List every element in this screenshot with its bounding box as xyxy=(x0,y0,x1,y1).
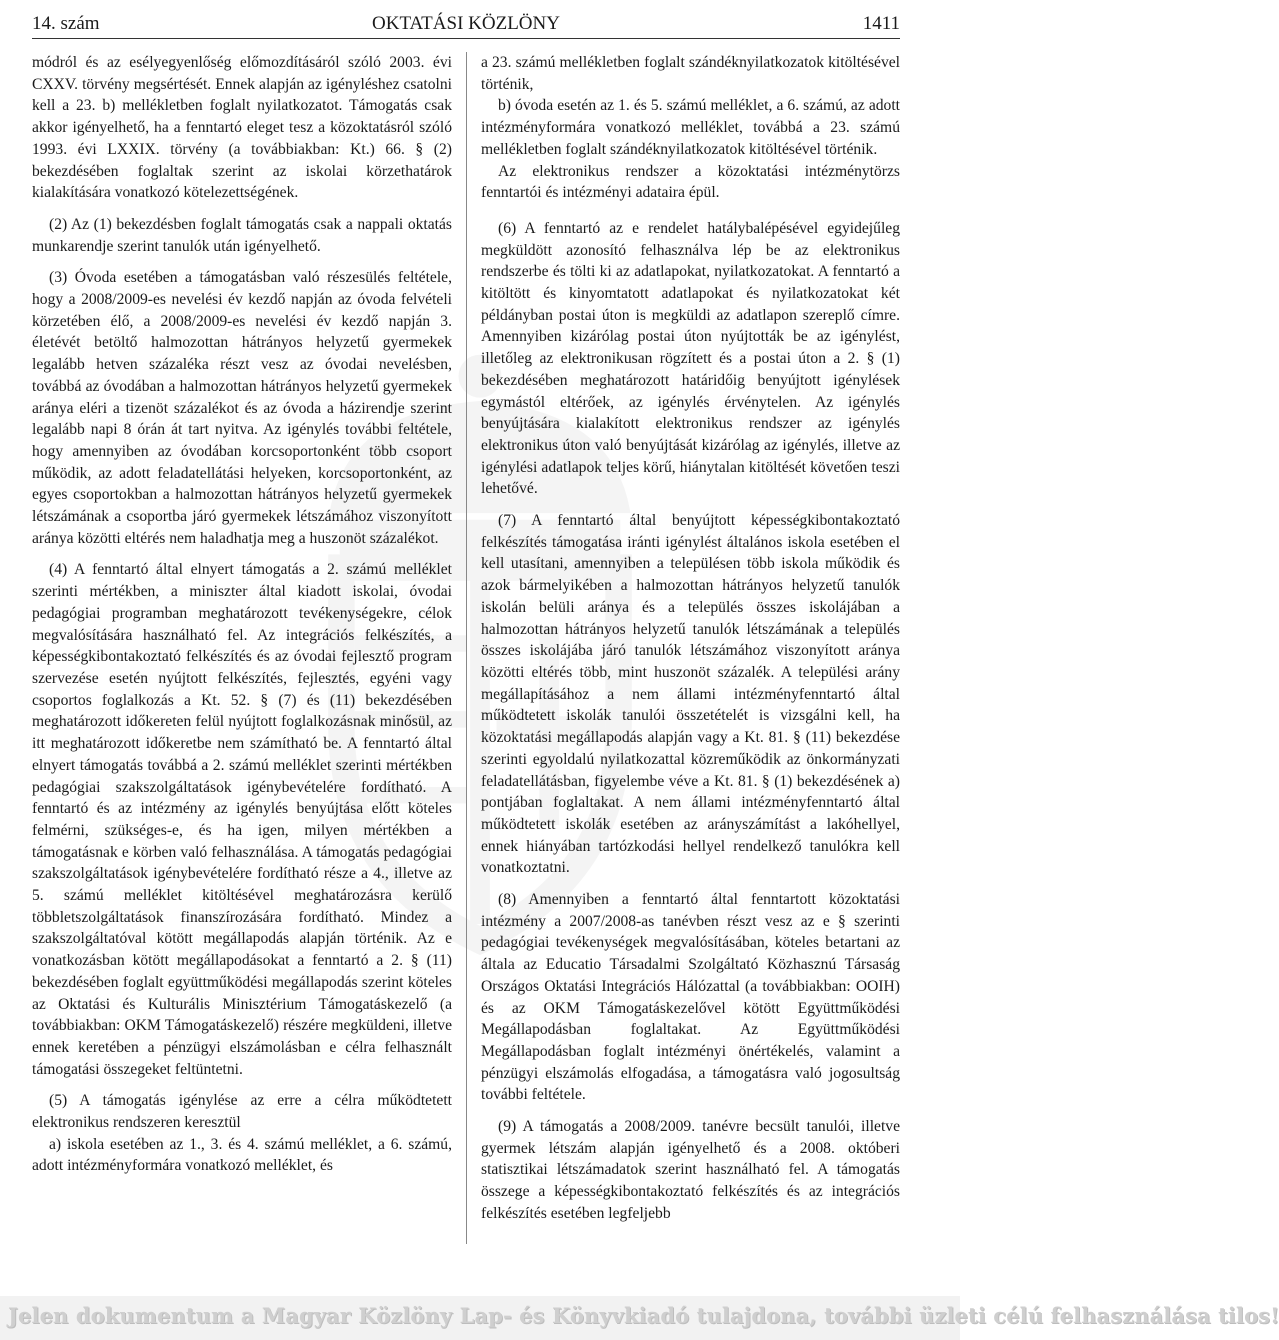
paragraph: (5) A támogatás igénylése az erre a célra működtetett elektronikus rendszeren keresztül xyxy=(32,1092,452,1132)
paragraph: (4) A fenntartó által elnyert támogatás a 2. számú melléklet szerinti mértékben, a miniszter által kiadott iskolai, óvodai pedagógiai programban meghatározott tevékenységekre, célok megvalósítására használható fel. Az integrációs felkészítés, a képességkibontakoztató felkészítés és az óvodai fejlesztő program szervezése esetén nyújtott felkészítés, fejlesztés, egyéni vagy csoportos foglalkozás a Kt. 52. § (7) és (11) bekezdésében meghatározott időkereten felül nyújtott foglalkozásnak minősül, az itt meghatározott időkeretbe nem számítható be. A fenntartó által elnyert támogatás továbbá a 2. számú melléklet szerinti mértékben pedagógiai szakszolgáltatások igénybevételére fordítható. A fenntartó és az intézmény az igénylés benyújtása előtt köteles felmérni, szükséges-e, és ha igen, milyen mértékben a támogatásnak e körben való felhasználása. A támogatás pedagógiai szakszolgáltatások igénybevételére fordítható része a 4., illetve az 5. számú melléklet kitöltésével meghatározásra kerülő többletszolgáltatások finanszírozására fordítható. Mindez a szakszolgáltatóval kötött megállapodás alapján történik. Az e vonatkozásban kötött megállapodásokat a fenntartó a 2. § (11) bekezdésében foglalt együttműködési megállapodás szerint köteles az Oktatási és Kulturális Minisztérium Támogatáskezelő (a továbbiakban: OKM Támogatáskezelő) részére megküldeni, illetve ennek keretében a pénzügyi elszámolásban e célra felhasznált támogatási összegeket feltüntetni. xyxy=(32,561,452,1078)
list-item: a 23. számú mellékletben foglalt szándéknyilatkozatok kitöltésével történik, xyxy=(481,54,900,93)
issue-number: 14. szám xyxy=(32,13,100,34)
paragraph: módról és az esélyegyenlőség előmozdításáról szóló 2003. évi CXXV. törvény megsértését. Ennek alapján az igényléshez csatolni kell a 23. b) mellékletben foglalt nyilatkozatot. Támogatás csak akkor igényelhető, ha a fenntartó eleget tesz a közoktatásról szóló 1993. évi LXXIX. törvény (a továbbiakban: Kt.) 66. § (2) bekezdésében foglaltak szerint az iskolai körzethatárok kialakítására vonatkozó kötelezettségének. xyxy=(32,54,452,202)
left-column xyxy=(32,52,452,1177)
paragraph: (3) Óvoda esetében a támogatásban való részesülés feltétele, hogy a 2008/2009-es nevelési év kezdő napján az óvoda felvételi körzetében élő, a 2008/2009-es nevelési év kezdő napján 3. életévét betöltő halmozottan hátrányos helyzetű gyermekek legalább hetven százaléka részt vesz az óvodai nevelésben, továbbá az óvodában a halmozottan hátrányos helyzetű gyermekek aránya eléri a tizenöt százalékot és az óvoda a házirendje szerint legalább napi 8 órán át tart nyitva. Az igénylés további feltétele, hogy amennyiben az óvodában korcsoportonként több csoport működik, az adott feladatellátási helyeken, korcsoportonként, az egyes csoportokban a halmozottan hátrányos helyzetű gyermekek létszámának a csoportba járó gyermekek létszámához viszonyított aránya közötti eltérés nem haladhatja meg a huszonöt százalékot. xyxy=(32,269,452,547)
paragraph: (2) Az (1) bekezdésben foglalt támogatás csak a nappali oktatás munkarendje szerint tanulók után igényelhető. xyxy=(32,215,452,255)
right-column xyxy=(481,52,900,1235)
journal-title: OKTATÁSI KÖZLÖNY xyxy=(372,13,560,34)
page-number: 1411 xyxy=(862,13,900,34)
list-item: b) óvoda esetén az 1. és 5. számú melléklet, a 6. számú, az adott intézményformára vonatkozó melléklet, továbbá a 23. számú mellékletben foglalt szándéknyilatkozatok kitöltésével történik. xyxy=(481,97,900,158)
paragraph: (8) Amennyiben a fenntartó által fenntartott közoktatási intézmény a 2007/2008-as tanévben részt vesz az e § szerinti pedagógiai tevékenységek megvalósításában, köteles betartani az általa az Educatio Társadalmi Szolgáltató Közhasznú Társaság Országos Oktatási Integrációs Hálózattal (a továbbiakban: OOIH) és az OKM Támogatáskezelővel kötött Együttműködési Megállapodásban foglaltakat. Az Együttműködési Megállapodásban foglalt intézményi önértékelés, valamint a pénzügyi elszámolás elfogadása, a támogatásra való jogosultság további feltétele. xyxy=(481,891,900,1104)
paragraph: (7) A fenntartó által benyújtott képességkibontakoztató felkészítés támogatása iránti igénylést általános iskola esetében el kell utasítani, amennyiben a településen több iskola működik és azok bármelyikében a halmozottan hátrányos helyzetű tanulók iskolán belüli aránya és a település összes iskolájában a halmozottan hátrányos helyzetű tanulók létszámának a település összes iskolájába járó tanulók létszámához viszonyított aránya közötti eltérés több, mint huszonöt százalék. A települési arány megállapításához a nem állami intézményfenntartó által működtetett iskolák tanulói összetételét is vizsgálni kell, ha közoktatási megállapodás alapján vagy a Kt. 81. § (11) bekezdése szerinti egyoldalú nyilatkozattal közreműködik az önkormányzati feladatellátásban, figyelembe véve a Kt. 81. § (1) bekezdésének a) pontjában foglaltakat. A nem állami intézményfenntartó által működtetett iskolák esetében az arányszámítást a lakóhellyel, ennek hiányában tartózkodási hellyel rendelkező tanulókra kell vonatkoztatni. xyxy=(481,512,900,877)
page-header xyxy=(32,8,900,38)
paragraph: (6) A fenntartó az e rendelet hatálybalépésével egyidejűleg megküldött azonosító felhasználva lép be az elektronikus rendszerbe és tölti ki az adatlapokat, nyilatkozatokat. A fenntartó a kitöltött és kinyomtatott adatlapokat és nyilatkozatokat két példányban postai úton is megküldi az adatlapon szereplő címre. Amennyiben kizárólag postai úton nyújtották be az igénylést, illetőleg az elektronikusan rögzített és a postai úton a 2. § (1) bekezdésében meghatározott határidőig benyújtott igénylések egymástól eltérőek, az igénylés érvénytelen. Az igénylés benyújtására kialakított elektronikus rendszer az igénylés elektronikus úton való benyújtását kizárólag az igénylés, illetve az igénylési adatlapok teljes körű, hiánytalan kitöltését követően teszi lehetővé. xyxy=(481,219,900,498)
paragraph: Az elektronikus rendszer a közoktatási intézménytörzs fenntartói és intézményi adataira épül. xyxy=(481,162,900,202)
list-item: a) iskola esetében az 1., 3. és 4. számú melléklet, a 6. számú, adott intézményformára vonatkozó melléklet, és xyxy=(32,1135,452,1175)
paragraph: (9) A támogatás a 2008/2009. tanévre becsült tanulói, illetve gyermek létszám alapján igényelhető és a 2008. októberi statisztikai létszámadatok szerint használható fel. A támogatás összege a képességkibontakoztató felkészítés és az integrációs felkészítés esetében legfeljebb xyxy=(481,1118,900,1222)
header-divider xyxy=(32,38,900,39)
copyright-notice: Jelen dokumentum a Magyar Közlöny Lap- és Könyvkiadó tulajdona, további üzleti célú felhasználása tilos! xyxy=(8,1303,1279,1328)
column-divider xyxy=(466,52,467,1244)
